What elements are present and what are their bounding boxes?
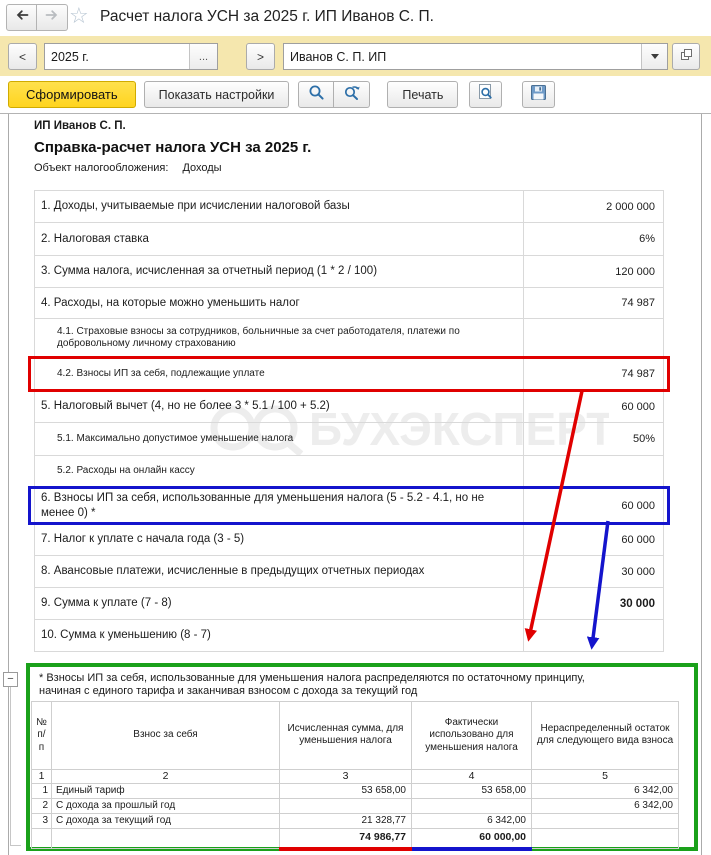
row-label[interactable]: 3. Сумма налога, исчисленная за отчетный период (1 * 2 / 100) <box>34 256 524 287</box>
row-label[interactable]: 1. Доходы, учитываемые при исчислении налоговой базы <box>34 191 524 222</box>
column-header: Фактически использовано для уменьшения налога <box>412 701 532 769</box>
row-value[interactable] <box>524 620 664 651</box>
row-label[interactable]: 8. Авансовые платежи, исчисленные в предыдущих отчетных периодах <box>34 556 524 587</box>
period-value: 2025 г. <box>51 49 89 64</box>
cell[interactable]: 21 328,77 <box>280 814 412 829</box>
previous-period-button[interactable]: < <box>8 43 37 70</box>
column-number: 2 <box>52 769 280 783</box>
cell[interactable]: С дохода за текущий год <box>52 814 280 829</box>
column-number: 5 <box>532 769 679 783</box>
cell[interactable]: 6 342,00 <box>412 814 532 829</box>
report-area <box>8 114 702 855</box>
floppy-save-icon <box>530 84 547 106</box>
footnote-section <box>26 663 698 851</box>
table-row <box>34 620 664 652</box>
cell[interactable]: 3 <box>32 814 52 829</box>
contributions-table <box>31 701 679 851</box>
table-row <box>34 288 664 319</box>
row-value[interactable] <box>524 456 664 487</box>
row-label[interactable]: 4.2. Взносы ИП за себя, подлежащие уплате <box>34 358 524 390</box>
row-value[interactable]: 60 000 <box>524 391 664 422</box>
taxation-object-label: Объект налогообложения: <box>34 162 169 174</box>
open-in-new-icon <box>679 47 694 67</box>
row-value[interactable]: 2 000 000 <box>524 191 664 222</box>
row-value[interactable]: 30 000 <box>524 556 664 587</box>
cell[interactable]: 53 658,00 <box>412 784 532 799</box>
table-row <box>34 319 664 358</box>
group-bracket-line <box>10 687 11 845</box>
row-value[interactable]: 74 987 <box>524 358 664 390</box>
table-row <box>34 456 664 488</box>
organization-select[interactable] <box>283 43 668 70</box>
column-header: Взнос за себя <box>52 701 280 769</box>
totals-row <box>32 829 679 849</box>
cell[interactable]: 2 <box>32 799 52 814</box>
total-used[interactable]: 60 000,00 <box>412 829 532 849</box>
save-button[interactable] <box>522 81 555 108</box>
arrow-right-icon <box>44 7 60 28</box>
cell <box>32 829 52 849</box>
column-number: 3 <box>280 769 412 783</box>
table-row <box>34 391 664 423</box>
cell[interactable] <box>532 814 679 829</box>
row-label[interactable]: 2. Налоговая ставка <box>34 223 524 255</box>
table-row <box>32 784 679 799</box>
column-header: Исчисленная сумма, для уменьшения налога <box>280 701 412 769</box>
table-row <box>34 223 664 256</box>
table-row <box>34 588 664 620</box>
page-preview-icon <box>477 83 494 106</box>
taxation-object-value: Доходы <box>182 162 222 174</box>
forward-button[interactable] <box>37 4 68 31</box>
table-row <box>34 256 664 288</box>
row-label[interactable]: 6. Взносы ИП за себя, использованные для уменьшения налога (5 - 5.2 - 4.1, но не менее 0) * <box>34 488 524 523</box>
table-row <box>34 191 664 223</box>
table-row <box>32 814 679 829</box>
cell[interactable]: 6 342,00 <box>532 784 679 799</box>
arrow-left-icon <box>14 7 30 28</box>
cell[interactable] <box>280 799 412 814</box>
footnote-text: * Взносы ИП за себя, использованные для уменьшения налога распределяются по остаточному принципу, начиная с единого тарифа и заканчивая взносом с дохода за текущий год <box>39 672 585 697</box>
watermark-text: БУХЭКСПЕРТ <box>309 403 609 455</box>
next-period-button[interactable]: > <box>246 43 275 70</box>
window-titlebar <box>0 0 711 36</box>
table-row-highlighted-red <box>34 358 664 391</box>
cell[interactable]: С дохода за прошлый год <box>52 799 280 814</box>
open-in-new-window-button[interactable] <box>672 43 700 70</box>
collapse-group-button[interactable]: − <box>3 672 18 687</box>
cell <box>52 829 280 849</box>
row-label[interactable]: 5.1. Максимально допустимое уменьшение налога <box>34 423 524 455</box>
column-number-row <box>32 769 679 783</box>
group-bracket-tick <box>10 845 21 846</box>
row-value[interactable]: 60 000 <box>524 524 664 555</box>
search-icon <box>308 84 325 106</box>
row-value[interactable]: 6% <box>524 223 664 255</box>
row-label[interactable]: 4. Расходы, на которые можно уменьшить налог <box>34 288 524 318</box>
cell[interactable]: 6 342,00 <box>532 799 679 814</box>
column-number: 4 <box>412 769 532 783</box>
row-value[interactable]: 60 000 <box>524 488 664 523</box>
chevron-down-icon <box>651 54 659 59</box>
row-value[interactable]: 120 000 <box>524 256 664 287</box>
table-row <box>32 799 679 814</box>
report-title: Справка-расчет налога УСН за 2025 г. <box>34 139 312 156</box>
cell[interactable] <box>412 799 532 814</box>
column-number: 1 <box>32 769 52 783</box>
row-label[interactable]: 10. Сумма к уменьшению (8 - 7) <box>34 620 524 651</box>
row-value[interactable]: 30 000 <box>524 588 664 619</box>
cell[interactable]: 1 <box>32 784 52 799</box>
row-label[interactable]: 5.2. Расходы на онлайн кассу <box>34 456 524 487</box>
generate-button[interactable]: Сформировать <box>8 81 136 108</box>
table-row <box>34 524 664 556</box>
cell <box>532 829 679 849</box>
taxation-object-line <box>34 162 222 174</box>
row-label[interactable]: 5. Налоговый вычет (4, но не более 3 * 5.1 / 100 + 5.2) <box>34 391 524 422</box>
history-nav-group <box>6 4 68 31</box>
column-header: № п/п <box>32 701 52 769</box>
report-company: ИП Иванов С. П. <box>34 120 126 132</box>
print-preview-button[interactable] <box>469 81 502 108</box>
search-next-button[interactable] <box>334 81 370 108</box>
show-settings-button[interactable]: Показать настройки <box>144 81 290 108</box>
total-calculated[interactable]: 74 986,77 <box>280 829 412 849</box>
report-toolbar <box>0 76 711 114</box>
table-header-row <box>32 701 679 769</box>
row-label[interactable]: 7. Налог к уплате с начала года (3 - 5) <box>34 524 524 555</box>
row-value[interactable]: 50% <box>524 423 664 455</box>
row-label[interactable]: 4.1. Страховые взносы за сотрудников, больничные за счет работодателя, платежи по добровольному личному страхованию <box>34 319 524 357</box>
search-button[interactable] <box>298 81 334 108</box>
table-row-highlighted-blue <box>34 488 664 524</box>
organization-value: Иванов С. П. ИП <box>290 49 387 64</box>
row-label[interactable]: 9. Сумма к уплате (7 - 8) <box>34 588 524 619</box>
period-more-button[interactable]: ... <box>189 44 217 69</box>
print-button[interactable]: Печать <box>387 81 458 108</box>
organization-dropdown-button[interactable] <box>641 44 667 69</box>
back-button[interactable] <box>6 4 37 31</box>
table-row <box>34 423 664 456</box>
row-value[interactable] <box>524 319 664 357</box>
report-filter-bar <box>0 36 711 76</box>
cell[interactable]: Единый тариф <box>52 784 280 799</box>
calculation-table <box>34 190 664 652</box>
row-value[interactable]: 74 987 <box>524 288 664 318</box>
search-button-group <box>298 81 370 108</box>
period-field[interactable] <box>44 43 218 70</box>
search-next-icon <box>343 84 361 106</box>
column-header: Нераспределенный остаток для следующего вида взноса <box>532 701 679 769</box>
page-title: Расчет налога УСН за 2025 г. ИП Иванов С. П. <box>100 8 434 25</box>
table-row <box>34 556 664 588</box>
cell[interactable]: 53 658,00 <box>280 784 412 799</box>
favorite-star-icon[interactable]: ☆ <box>69 3 89 28</box>
